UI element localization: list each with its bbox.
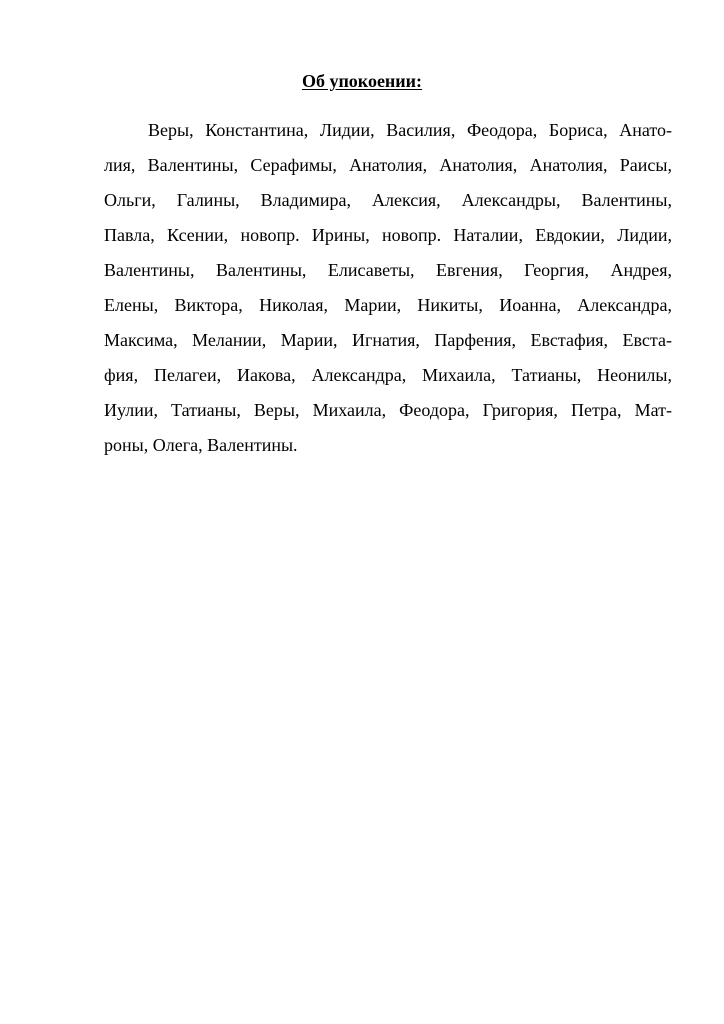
text-line: роны, Олега, Валентины.	[104, 435, 298, 455]
document-title-text: Об упокоении:	[301, 71, 423, 91]
text-line: Иулии, Татианы, Веры, Михаила, Феодора, Григория, Петра, Мат-	[104, 400, 672, 420]
text-line: Павла, Ксении, новопр. Ирины, новопр. Наталии, Евдокии, Лидии,	[104, 225, 672, 245]
text-line: Веры, Константина, Лидии, Василия, Феодора, Бориса, Анато-	[148, 120, 672, 140]
text-line: лия, Валентины, Серафимы, Анатолия, Анатолия, Анатолия, Раисы,	[104, 155, 672, 175]
text-line: Ольги, Галины, Владимира, Алексия, Александры, Валентины,	[104, 190, 672, 210]
text-line: Валентины, Валентины, Елисаветы, Евгения, Георгия, Андрея,	[104, 260, 672, 280]
text-line: Максима, Мелании, Марии, Игнатия, Парфения, Евстафия, Евста-	[104, 330, 672, 350]
text-line: Елены, Виктора, Николая, Марии, Никиты, Иоанна, Александра,	[104, 295, 672, 315]
text-line: фия, Пелагеи, Иакова, Александра, Михаила, Татианы, Неонилы,	[104, 365, 672, 385]
names-paragraph	[104, 113, 672, 463]
document-title	[0, 70, 724, 92]
